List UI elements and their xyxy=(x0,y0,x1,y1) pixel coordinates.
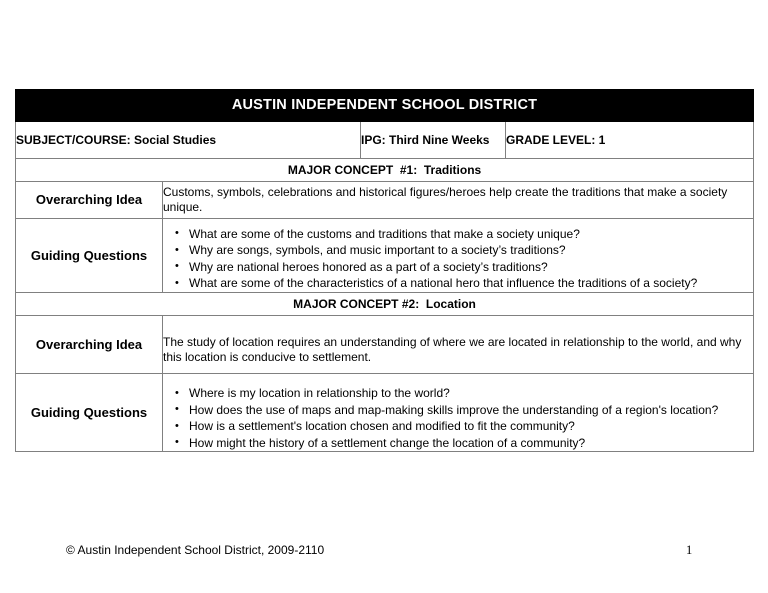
overarching-idea-text-1: Customs, symbols, celebrations and historical figures/heroes help create the traditions that make a society unique. xyxy=(163,185,728,214)
overarching-idea-label-2: Overarching Idea xyxy=(35,336,143,352)
list-item: • Where is my location in relationship to the world? xyxy=(189,385,753,402)
guiding-questions-list-2 xyxy=(163,385,753,451)
table-row-concept-1-heading xyxy=(16,159,754,182)
table-row-banner xyxy=(16,90,754,122)
curriculum-table xyxy=(15,89,754,452)
overarching-idea-body-cell-2 xyxy=(163,316,754,374)
list-item: • What are some of the characteristics of a national hero that influence the traditions of a society? xyxy=(189,275,753,292)
table-row-course-info xyxy=(16,122,754,159)
grade-level-label: GRADE LEVEL: 1 xyxy=(506,133,606,147)
list-item: • How might the history of a settlement change the location of a community? xyxy=(189,435,753,452)
page-footer xyxy=(0,541,768,559)
table-row-concept-1-idea xyxy=(16,182,754,219)
guiding-questions-body-cell-2 xyxy=(163,374,754,452)
guiding-questions-label-2: Guiding Questions xyxy=(30,404,148,420)
major-concept-2-heading: MAJOR CONCEPT #2: Location xyxy=(293,297,476,311)
list-item: • Why are songs, symbols, and music important to a society’s traditions? xyxy=(189,242,753,259)
ipg-label: IPG: Third Nine Weeks xyxy=(361,133,490,147)
guiding-questions-label-cell-2 xyxy=(16,374,163,452)
major-concept-2-cell xyxy=(16,293,754,316)
guiding-questions-label-1: Guiding Questions xyxy=(30,247,148,263)
list-item: • How is a settlement's location chosen and modified to fit the community? xyxy=(189,418,753,435)
overarching-idea-label-cell-1 xyxy=(16,182,163,219)
overarching-idea-body-cell-1 xyxy=(163,182,754,219)
subject-course-label: SUBJECT/COURSE: Social Studies xyxy=(16,133,217,147)
major-concept-1-cell xyxy=(16,159,754,182)
list-item: • What are some of the customs and traditions that make a society unique? xyxy=(189,226,753,243)
ipg-cell xyxy=(361,122,506,159)
table-row-concept-2-heading xyxy=(16,293,754,316)
subject-course-cell xyxy=(16,122,361,159)
overarching-idea-label-1: Overarching Idea xyxy=(35,192,143,207)
table-row-concept-2-questions xyxy=(16,374,754,452)
district-banner-cell xyxy=(16,90,754,122)
guiding-questions-label-cell-1 xyxy=(16,219,163,293)
major-concept-1-heading: MAJOR CONCEPT #1: Traditions xyxy=(287,163,482,177)
overarching-idea-label-cell-2 xyxy=(16,316,163,374)
grade-level-cell xyxy=(506,122,754,159)
guiding-questions-body-cell-1 xyxy=(163,219,754,293)
table-row-concept-1-questions xyxy=(16,219,754,293)
district-title: AUSTIN INDEPENDENT SCHOOL DISTRICT xyxy=(231,97,538,113)
page-number: 1 xyxy=(686,543,693,557)
copyright-notice: © Austin Independent School District, 2009-2110 xyxy=(66,543,325,557)
table-row-concept-2-idea xyxy=(16,316,754,374)
overarching-idea-text-2: The study of location requires an understanding of where we are located in relationship to the world, and why this location is conducive to settlement. xyxy=(163,334,742,364)
list-item: • Why are national heroes honored as a part of a society’s traditions? xyxy=(189,259,753,276)
list-item: • How does the use of maps and map-making skills improve the understanding of a region's location? xyxy=(189,402,753,419)
guiding-questions-list-1 xyxy=(163,226,753,292)
